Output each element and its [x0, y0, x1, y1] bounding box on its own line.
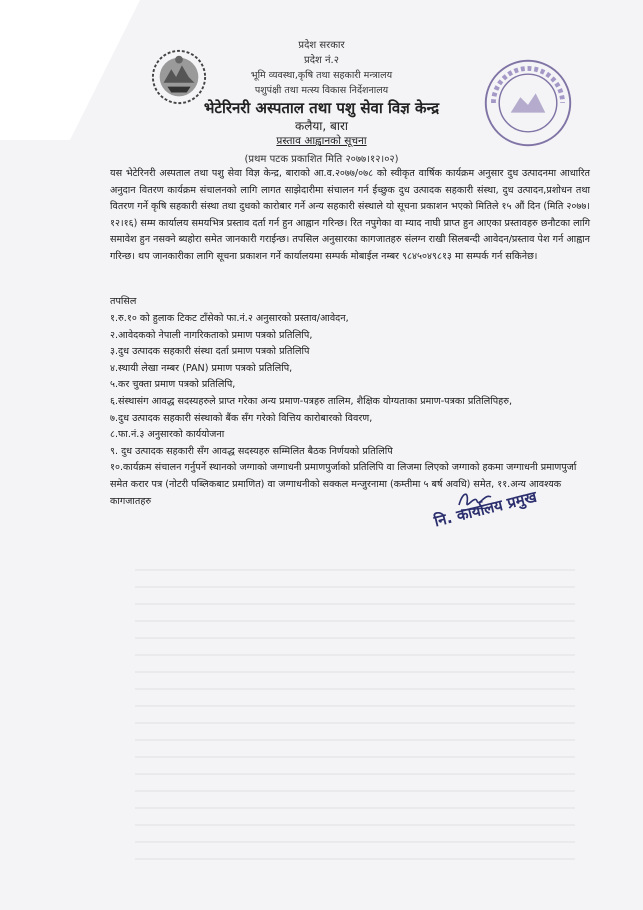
province-number: प्रदेश नं.२	[304, 55, 339, 66]
list-item: ५.कर चुक्ता प्रमाण पत्रको प्रतिलिपि,	[110, 379, 236, 391]
list-item: १.रु.१० को हुलाक टिकट टाँसेको फा.नं.२ अनुसारको प्रस्ताव/आवेदन,	[110, 313, 349, 324]
province-government: प्रदेश सरकार	[298, 40, 345, 51]
publish-date: (प्रथम पटक प्रकाशित मिति २०७७।१२।०२)	[244, 154, 399, 165]
directorate-name: पशुपंक्षी तथा मत्स्य विकास निर्देशनालय	[254, 85, 389, 96]
notice-body	[110, 166, 590, 266]
list-item: ७.दुध उत्पादक सहकारी संस्थाको बैंक सँग गरेको वित्तिय कारोबारको विवरण,	[110, 412, 373, 424]
bleed-through-shadow	[135, 560, 575, 860]
office-name: भेटेरिनरी अस्पताल तथा पशु सेवा विज्ञ केन्द्र	[203, 99, 440, 117]
office-location: कलैया, बारा	[294, 119, 349, 133]
tapasil-heading: तपसिल	[110, 296, 137, 307]
body-paragraph: यस भेटेरिनरी अस्पताल तथा पशु सेवा विज्ञ केन्द्र, बाराको आ.व.२०७७/०७८ को स्वीकृत वार्षिक कार्यक्रम अनुसार दुध उत्पादनमा आधारित अनुदान वितरण कार्यक्रम संचालनको लागि लागत साझेदारीमा संचालन गर्न ईच्छुक दुध उत्पादक सहकारी संस्था, दुध उत्पादन,प्रशोधन तथा वितरण गर्ने कृषि सहकारी संस्था तथा दुधको कारोबार गर्ने अन्य सहकारी संस्थाले यो सूचना प्रकाशन भएको मितिले १५ औं दिन (मिति २०७७।१२।१६) सम्म कार्यालय समयभित्र प्रस्ताव दर्ता गर्न हुन आह्वान गरिन्छ। रित नपुगेका वा म्याद नाघी प्राप्त हुन आएका प्रस्तावहरु छनौटका लागि समावेश हुन नसक्ने ब्यहोरा समेत जानकारी गराईन्छ। तपसिल अनुसारका कागजातहरु संलग्न राखी सिलबन्दी आवेदन/प्रस्ताव पेश गर्न आह्वान गरिन्छ। थप जानकारीका लागि सूचना प्रकाशन गर्ने कार्यालयमा सम्पर्क मोबाईल नम्बर ९८४५०४९८१३ मा सम्पर्क गर्न सकिनेछ।	[110, 168, 590, 262]
list-item: ३.दुध उत्पादक सहकारी संस्था दर्ता प्रमाण पत्रको प्रतिलिपि	[110, 346, 310, 358]
list-item: ६.संस्थासंग आवद्ध सदस्यहरुले प्राप्त गरेका अन्य प्रमाण-पत्रहरु तालिम, शैक्षिक योग्यताका प्रमाण-पत्रका प्रतिलिपिहरु,	[110, 395, 513, 407]
ministry-name: भूमि व्यवस्था,कृषि तथा सहकारी मन्त्रालय	[250, 70, 393, 81]
list-item: १०.कार्यक्रम संचालन गर्नुपर्ने स्थानको जग्गाको जग्गाधनी प्रमाणपुर्जाको प्रतिलिपि वा लिजमा लिएको जग्गाको हकमा जग्गाधनी प्रमाणपुर्जा समेत करार पत्र (नोटरी पब्लिकबाट प्रमाणित) वा जग्गाधनीको सक्कल मन्जुरनामा (कम्तीमा ५ बर्ष अवधि) समेत, ११.अन्य आवश्यक कागजातहरु	[110, 462, 577, 507]
list-item: २.आवेदकको नेपाली नागरिकताको प्रमाण पत्रको प्रतिलिपि,	[110, 329, 313, 341]
list-item: ८.फा.नं.३ अनुसारको कार्ययोजना	[110, 429, 225, 441]
office-stamp-icon	[480, 55, 576, 151]
signature-title: नि. कार्यालय प्रमुख	[432, 487, 539, 531]
list-item: ४.स्थायी लेखा नम्बर (PAN) प्रमाण पत्रको प्रतिलिपि,	[110, 362, 293, 374]
list-item: ९. दुध उत्पादक सहकारी सँग आवद्ध सदस्यहरु सम्मिलित बैठक निर्णयको प्रतिलिपि	[110, 445, 393, 457]
notice-title: प्रस्ताव आह्वानको सूचना	[276, 135, 367, 147]
document-list	[110, 311, 592, 510]
